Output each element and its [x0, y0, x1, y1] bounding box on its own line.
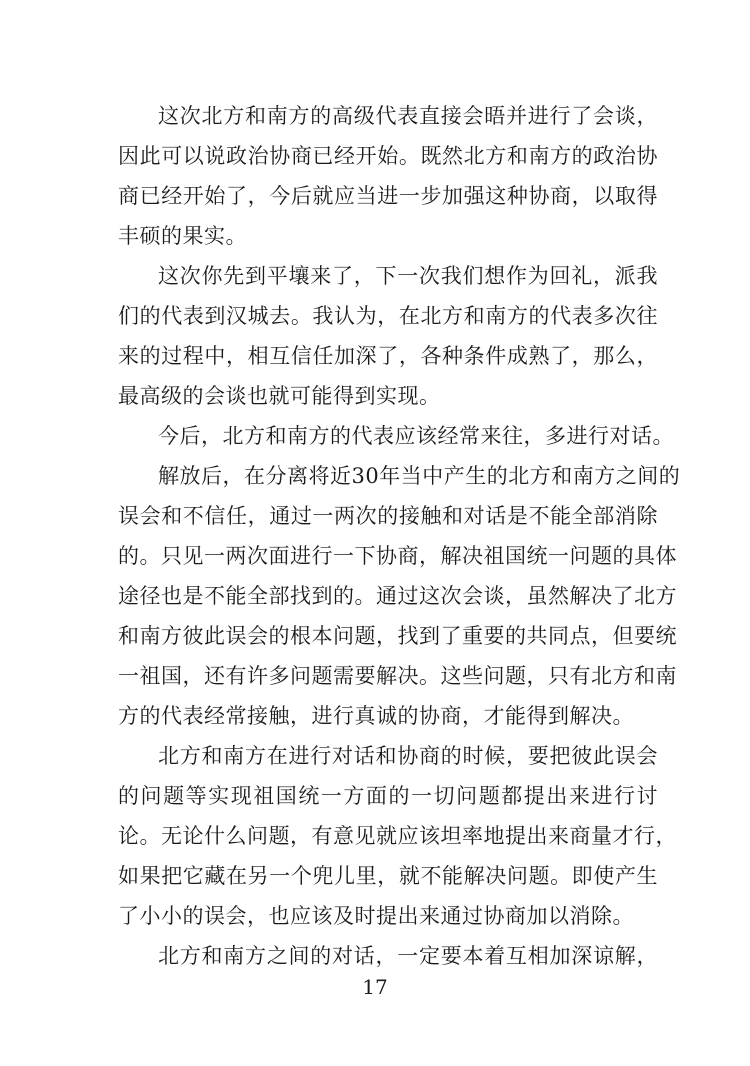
text-line: 来的过程中，相互信任加深了，各种条件成熟了，那么，: [118, 344, 658, 368]
text-line: 的。只见一两次面进行一下协商，解决祖国统一问题的具体: [118, 544, 677, 568]
document-body: [118, 96, 681, 976]
text-line: 方的代表经常接触，进行真诚的协商，才能得到解决。: [118, 704, 634, 728]
text-line: 误会和不信任，通过一两次的接触和对话是不能全部消除: [118, 504, 658, 528]
text-line: 的问题等实现祖国统一方面的一切问题都提出来进行讨: [118, 784, 658, 808]
text-line: 论。无论什么问题，有意见就应该坦率地提出来商量才行，: [118, 824, 677, 848]
text-line: 这次北方和南方的高级代表直接会晤并进行了会谈，: [158, 104, 658, 128]
page-number: 17: [362, 975, 388, 999]
text-line: 北方和南方之间的对话，一定要本着互相加深谅解，: [158, 944, 658, 968]
text-line: 途径也是不能全部找到的。通过这次会谈，虽然解决了北方: [118, 584, 677, 608]
text-line: 北方和南方在进行对话和协商的时候，要把彼此误会: [158, 744, 658, 768]
text-line: 了小小的误会，也应该及时提出来通过协商加以消除。: [118, 904, 634, 928]
text-line: 最高级的会谈也就可能得到实现。: [118, 384, 441, 408]
text-line: 商已经开始了，今后就应当进一步加强这种协商，以取得: [118, 184, 658, 208]
text-line: 丰硕的果实。: [118, 224, 247, 248]
text-line: 和南方彼此误会的根本问题，找到了重要的共同点，但要统: [118, 624, 677, 648]
text-line: 们的代表到汉城去。我认为，在北方和南方的代表多次往: [118, 304, 658, 328]
text-line: 如果把它藏在另一个兜儿里，就不能解决问题。即使产生: [118, 864, 658, 888]
text-line: 一祖国，还有许多问题需要解决。这些问题，只有北方和南: [118, 664, 677, 688]
text-line: 解放后，在分离将近30年当中产生的北方和南方之间的: [158, 464, 681, 488]
text-line: 因此可以说政治协商已经开始。既然北方和南方的政治协: [118, 144, 658, 168]
text-line: 今后，北方和南方的代表应该经常来往，多进行对话。: [158, 424, 674, 448]
text-line: 这次你先到平壤来了，下一次我们想作为回礼，派我: [158, 264, 658, 288]
